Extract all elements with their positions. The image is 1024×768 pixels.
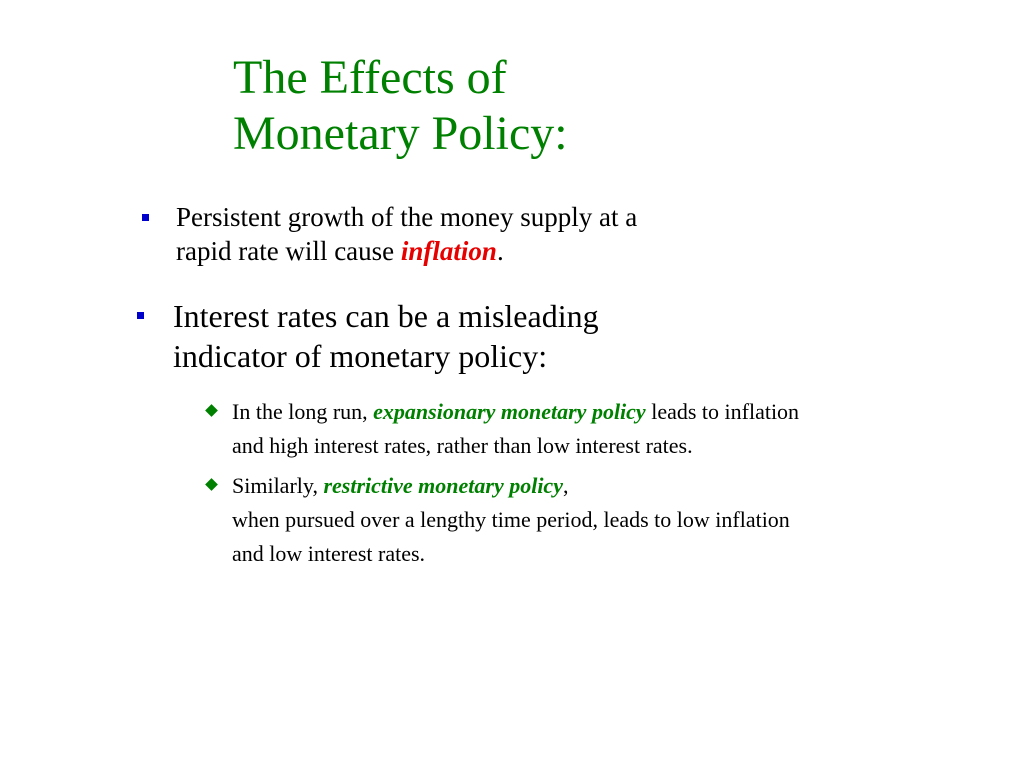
bullet-money-supply-suffix: . (496, 236, 504, 266)
bullet-interest-rates-line-1: Interest rates can be a misleading (173, 298, 599, 334)
sub-bullet-restrictive-suffix: , (562, 473, 569, 498)
sub-bullet-expansionary-suffix: leads to inflation (645, 399, 800, 424)
restrictive-policy-emphasis: restrictive monetary policy (323, 473, 563, 498)
slide-title (233, 50, 568, 162)
blue-square-bullet-icon (142, 214, 149, 221)
green-diamond-bullet-icon (205, 478, 218, 491)
sub-bullet-restrictive-line-2: when pursued over a lengthy time period, leads to low inflation (232, 507, 790, 532)
blue-square-bullet-icon (137, 312, 144, 319)
sub-bullet-expansionary-line-1 (232, 395, 992, 429)
bullet-money-supply-prefix: rapid rate will cause (176, 236, 401, 266)
bullet-interest-rates (173, 296, 773, 376)
sub-bullet-expansionary-prefix: In the long run, (232, 399, 374, 424)
inflation-emphasis: inflation (400, 236, 497, 266)
bullet-money-supply-line-2 (176, 234, 816, 268)
expansionary-policy-emphasis: expansionary monetary policy (373, 399, 646, 424)
slide-title-line-1: The Effects of (233, 51, 507, 104)
bullet-money-supply-line-1: Persistent growth of the money supply at a (176, 202, 638, 232)
sub-bullet-restrictive-line-3: and low interest rates. (232, 541, 426, 566)
bullet-money-supply (176, 200, 816, 268)
sub-bullet-restrictive (232, 469, 992, 571)
slide-title-line-2: Monetary Policy: (233, 107, 568, 160)
sub-bullet-expansionary-line-2: and high interest rates, rather than low interest rates. (232, 433, 693, 458)
sub-bullet-restrictive-prefix: Similarly, (232, 473, 324, 498)
sub-bullet-restrictive-line-1 (232, 469, 992, 503)
green-diamond-bullet-icon (205, 404, 218, 417)
bullet-interest-rates-line-2: indicator of monetary policy: (173, 338, 548, 374)
sub-bullet-expansionary (232, 395, 992, 463)
